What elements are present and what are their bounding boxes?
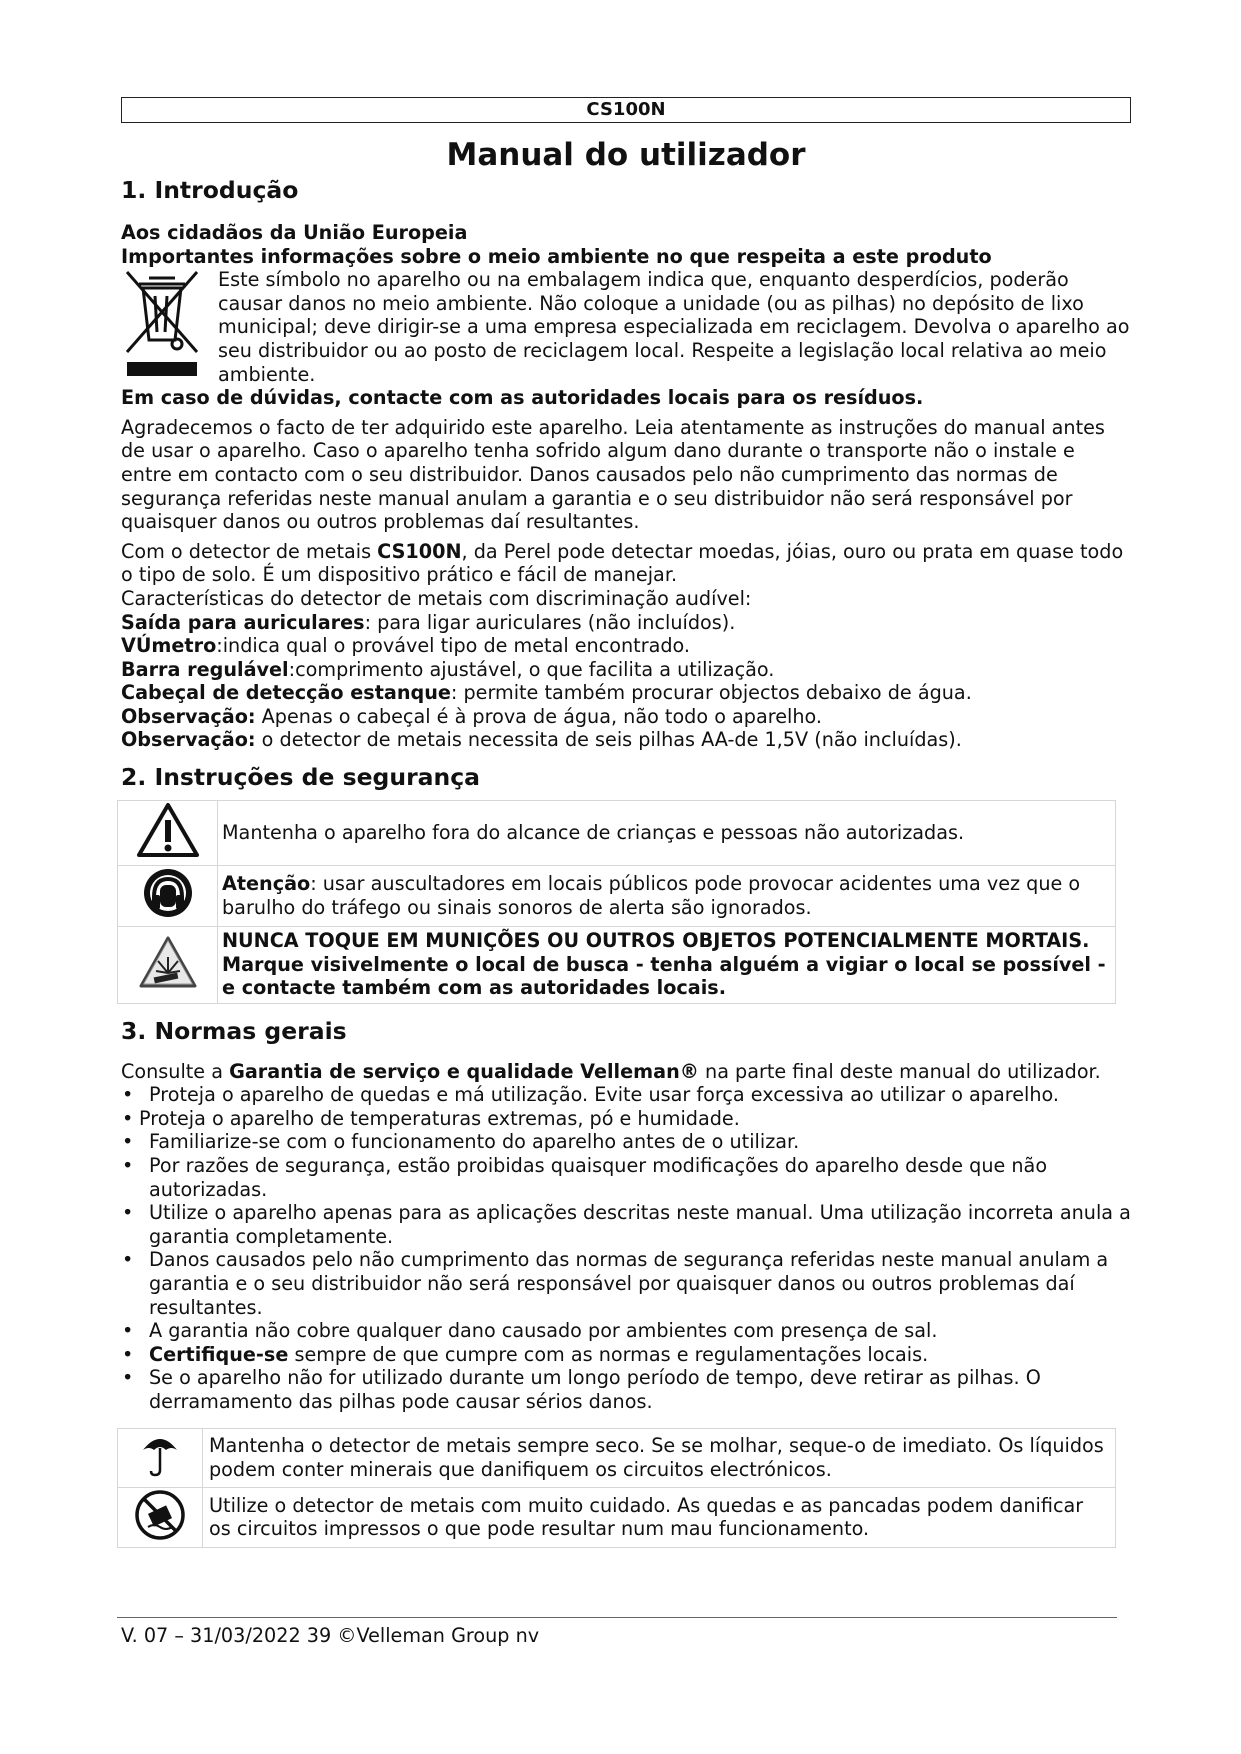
note-waterproof: Observação: Apenas o cabeçal é à prova de água, não todo o aparelho. [121, 704, 823, 728]
env-info-heading: Importantes informações sobre o meio ambiente no que respeita a este produto [121, 244, 992, 268]
list-item: • Utilize o aparelho apenas para as aplicações descritas neste manual. Uma utilização incorreta anula a garantia completamente. [121, 1201, 1131, 1248]
headphones-prohibited-icon [118, 865, 218, 926]
section-heading-safety: 2. Instruções de segurança [121, 763, 481, 792]
model-header: CS100N [121, 97, 1131, 123]
page-title: Manual do utilizador [446, 137, 806, 173]
feature-adjustable-bar: Barra regulável:comprimento ajustável, o que facilita a utilização. [121, 657, 775, 681]
safety-row [118, 865, 1116, 926]
weee-notice [121, 268, 1131, 386]
doubts-note: Em caso de dúvidas, contacte com as autoridades locais para os resíduos. [121, 386, 924, 410]
weee-text: Este símbolo no aparelho ou na embalagem indica que, enquanto desperdícios, poderão causar danos no meio ambiente. Não coloque a unidade (ou as pilhas) no depósito de lixo municipal; deve dirigir-se a uma empresa especializada em reciclagem. Devolva o aparelho ao seu distribuidor ou ao posto de reciclagem local. Respeite a legislação local relativa ao meio ambiente. [218, 268, 1130, 386]
care-text: Mantenha o detector de metais sempre seco. Se se molhar, seque-o de imediato. Os líquidos podem conter minerais que danifiquem os circuitos electrónicos. [203, 1428, 1116, 1487]
care-row [118, 1487, 1116, 1548]
safety-text: Mantenha o aparelho fora do alcance de crianças e pessoas não autorizadas. [218, 801, 1116, 866]
explosive-hazard-icon [118, 926, 218, 1003]
list-item: • Se o aparelho não for utilizado durante um longo período de tempo, deve retirar as pilhas. O derramamento das pilhas pode causar sérios danos. [121, 1366, 1131, 1413]
safety-row [118, 926, 1116, 1003]
safety-table [117, 800, 1116, 1004]
list-item: • Proteja o aparelho de temperaturas extremas, pó e humidade. [121, 1107, 1131, 1131]
list-item: • Certifique-se sempre de que cumpre com as normas e regulamentações locais. [121, 1343, 1131, 1367]
warning-triangle-icon [118, 801, 218, 866]
safety-text: Atenção: usar auscultadores em locais públicos pode provocar acidentes uma vez que o barulho do tráfego ou sinais sonoros de alerta são ignorados. [218, 865, 1116, 926]
features-intro: Características do detector de metais com discriminação audível: [121, 586, 752, 610]
detector-paragraph: Com o detector de metais CS100N, da Perel pode detectar moedas, jóias, ouro ou prata em quase todo o tipo de solo. É um dispositivo prático e fácil de manejar. [121, 539, 1124, 587]
list-item: • Por razões de segurança, estão proibidas quaisquer modificações do aparelho desde que não autorizadas. [121, 1154, 1131, 1201]
care-text: Utilize o detector de metais com muito cuidado. As quedas e as pancadas podem danificar os circuitos impressos o que pode resultar num mau funcionamento. [203, 1487, 1116, 1548]
page-footer: V. 07 – 31/03/2022 39 ©Velleman Group nv [121, 1624, 540, 1647]
thanks-paragraph: Agradecemos o facto de ter adquirido este aparelho. Leia atentamente as instruções do manual antes de usar o aparelho. Caso o aparelho tenha sofrido algum dano durante o transporte não o instale e entre em contacto com o seu distribuidor. Danos causados pelo não cumprimento das normas de segurança referidas neste manual anulam a garantia e o seu distribuidor não será responsável por quaisquer danos ou outros problemas daí resultantes. [121, 415, 1105, 534]
list-item: • A garantia não cobre qualquer dano causado por ambientes com presença de sal. [121, 1319, 1131, 1343]
care-row [118, 1428, 1116, 1487]
model-name: CS100N [377, 539, 462, 563]
safety-text: NUNCA TOQUE EM MUNIÇÕES OU OUTROS OBJETOS POTENCIALMENTE MORTAIS. Marque visivelmente o local de busca - tenha alguém a vigiar o local se possível - e contacte também com as autoridades locais. [218, 926, 1116, 1003]
umbrella-icon [118, 1428, 203, 1487]
list-item: • Danos causados pelo não cumprimento das normas de segurança referidas neste manual anulam a garantia e o seu distribuidor não será responsável por quaisquer danos ou outros problemas daí resultantes. [121, 1248, 1131, 1319]
list-item: • Proteja o aparelho de quedas e má utilização. Evite usar força excessiva ao utilizar o aparelho. [121, 1083, 1131, 1107]
weee-bin-icon [121, 268, 213, 384]
safety-row [118, 801, 1116, 866]
eu-citizens-heading: Aos cidadãos da União Europeia [121, 221, 468, 244]
consult-paragraph: Consulte a Garantia de serviço e qualidade Velleman® na parte final deste manual do utilizador. [121, 1059, 1101, 1083]
section-heading-general: 3. Normas gerais [121, 1016, 347, 1045]
no-drop-icon [118, 1487, 203, 1548]
feature-waterproof-head: Cabeçal de detecção estanque: permite também procurar objectos debaixo de água. [121, 681, 972, 705]
list-item: • Familiarize-se com o funcionamento do aparelho antes de o utilizar. [121, 1130, 1131, 1154]
manual-page [121, 97, 1131, 1548]
footer-divider [117, 1617, 1117, 1618]
note-batteries: Observação: o detector de metais necessita de seis pilhas AA-de 1,5V (não incluídas). [121, 728, 962, 752]
care-table [117, 1428, 1116, 1549]
feature-vu-meter: VÚmetro:indica qual o provável tipo de metal encontrado. [121, 634, 691, 658]
general-rules-list [121, 1083, 1131, 1413]
feature-headphone-output: Saída para auriculares: para ligar auriculares (não incluídos). [121, 610, 736, 634]
section-heading-introduction: 1. Introdução [121, 176, 299, 204]
